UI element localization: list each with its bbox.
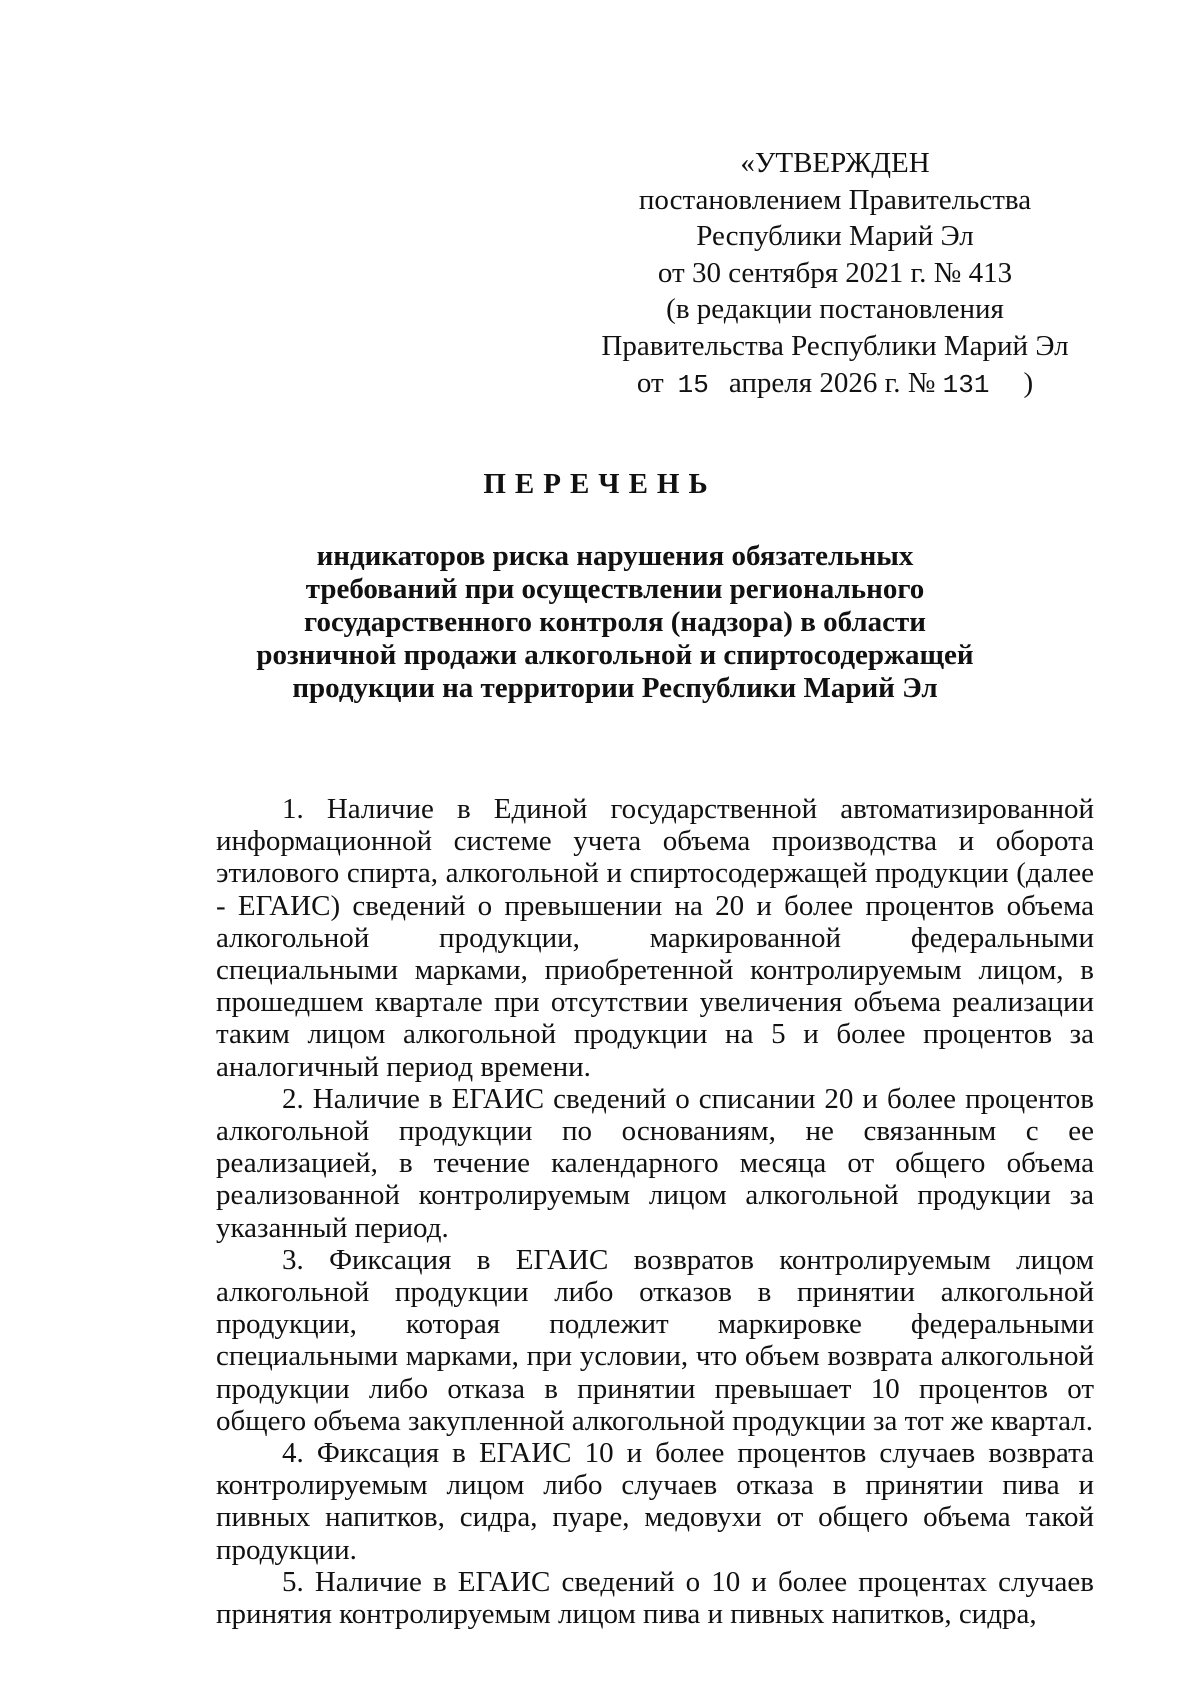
date-middle: апреля 2026 г. №: [728, 366, 936, 399]
subtitle-line: индикаторов риска нарушения обязательных: [316, 540, 914, 572]
approval-block: [600, 145, 1070, 403]
date-prefix: от: [636, 366, 664, 399]
paragraph-5: 5. Наличие в ЕГАИС сведений о 10 и более процентах случаев принятия контролируемым лицом пива и пивных напитков, сидра,: [216, 1565, 1094, 1631]
document-subtitle: [230, 540, 1000, 705]
approval-line: постановлением Правительства: [638, 183, 1032, 216]
paragraph-2: 2. Наличие в ЕГАИС сведений о списании 20 и более процентов алкогольной продукции по основаниям, не связанным с ее реализацией, в течение календарного месяца от общего объема реализованной контролируемым лицом алкогольной продукции за указанный период.: [216, 1082, 1094, 1244]
subtitle-line: требований при осуществлении регионального: [305, 573, 925, 605]
document-heading: ПЕРЕЧЕНЬ: [483, 468, 717, 500]
paragraph-1: 1. Наличие в Единой государственной автоматизированной информационной системе учета объема производства и оборота этилового спирта, алкогольной и спиртосодержащей продукции (далее - ЕГАИС) сведений о превышении на 20 и более процентов объема алкогольной продукции, маркированной федеральными специальными марками, приобретенной контролируемым лицом, в прошедшем квартале при отсутствии увеличения объема реализации таким лицом алкогольной продукции на 5 и более процентов за аналогичный период времени.: [216, 793, 1094, 1083]
subtitle-line: продукции на территории Республики Марий Эл: [292, 672, 938, 704]
approval-line: Республики Марий Эл: [696, 220, 974, 253]
date-suffix: ): [1023, 366, 1034, 399]
document-number: 131: [942, 369, 990, 400]
paragraph-3: 3. Фиксация в ЕГАИС возвратов контролируемым лицом алкогольной продукции либо отказов в принятии алкогольной продукции, которая подлежит маркировке федеральными специальными марками, при условии, что объем возврата алкогольной продукции либо отказа в принятии превышает 10 процентов от общего объема закупленной алкогольной продукции за тот же квартал.: [216, 1243, 1094, 1437]
approval-date-revision: [600, 365, 1070, 404]
subtitle-line: розничной продажи алкогольной и спиртосодержащей: [256, 639, 974, 671]
document-body: [216, 793, 1094, 1630]
approval-date-original: от 30 сентября 2021 г. № 413: [657, 256, 1013, 289]
approval-title: «УТВЕРЖДЕН: [740, 147, 930, 179]
approval-line: (в редакции постановления: [666, 293, 1004, 326]
subtitle-line: государственного контроля (надзора) в области: [304, 606, 926, 638]
approval-line: Правительства Республики Марий Эл: [601, 329, 1069, 362]
paragraph-4: 4. Фиксация в ЕГАИС 10 и более процентов случаев возврата контролируемым лицом либо случаев отказа в принятии пива и пивных напитков, сидра, пуаре, медовухи от общего объема такой продукции.: [216, 1437, 1094, 1566]
date-day: 15: [677, 369, 709, 400]
